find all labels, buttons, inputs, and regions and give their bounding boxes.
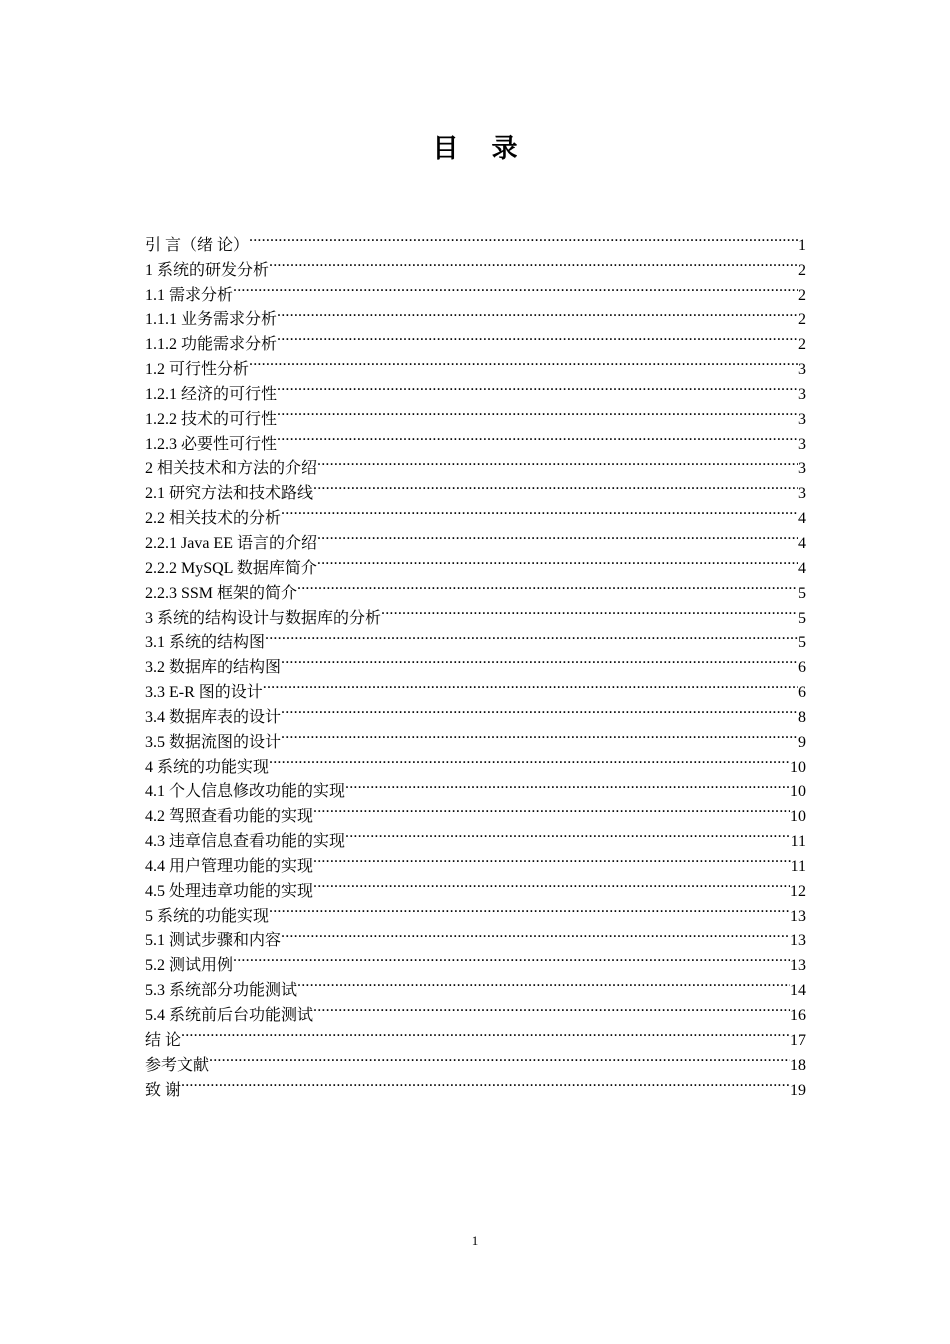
toc-dot-leader	[281, 921, 790, 946]
toc-dot-leader	[181, 1070, 790, 1095]
toc-dot-leader	[209, 1045, 790, 1070]
toc-entry-label: 5.2 测试用例	[145, 957, 234, 975]
toc-dot-leader	[317, 523, 798, 548]
toc-entry[interactable]	[145, 1070, 806, 1099]
toc-entry-label: 4.5 处理违章功能的实现	[145, 882, 314, 900]
toc-entry-page-number: 16	[790, 1007, 806, 1024]
toc-entry-label: 1.2.2 技术的可行性	[145, 410, 278, 428]
toc-entry-label: 4 系统的功能实现	[145, 758, 270, 776]
toc-dot-leader	[313, 871, 790, 896]
toc-entry-page-number: 14	[790, 982, 806, 1000]
toc-entry-label: 结 论	[145, 1031, 182, 1049]
toc-entry-page-number: 11	[790, 833, 806, 851]
toc-entry-label: 5.1 测试步骤和内容	[145, 932, 282, 950]
toc-entry-label: 1.1.1 业务需求分析	[145, 311, 278, 329]
toc-entry-page-number: 11	[790, 857, 806, 875]
toc-entry-label: 2 相关技术和方法的介绍	[145, 460, 318, 478]
toc-entry-label: 4.4 用户管理功能的实现	[145, 857, 314, 875]
toc-entry-label: 3 系统的结构设计与数据库的分析	[145, 609, 382, 627]
toc-entry-label: 引 言（绪 论）	[145, 236, 250, 254]
toc-entry-label: 1.2.1 经济的可行性	[145, 385, 278, 403]
toc-dot-leader	[281, 647, 798, 672]
toc-dot-leader	[277, 374, 798, 399]
toc-entry-page-number: 10	[790, 808, 806, 826]
toc-entry-page-number: 5	[798, 584, 806, 602]
toc-dot-leader	[345, 821, 791, 846]
toc-dot-leader	[181, 1020, 790, 1045]
toc-entry-label: 2.2.2 MySQL 数据库简介	[145, 559, 317, 577]
toc-entry-label: 3.2 数据库的结构图	[145, 659, 282, 677]
toc-entry-label: 3.5 数据流图的设计	[145, 733, 282, 751]
toc-dot-leader	[277, 324, 798, 349]
toc-entry-label: 1.2 可行性分析	[145, 361, 250, 379]
toc-dot-leader	[269, 250, 798, 275]
toc-dot-leader	[249, 225, 798, 250]
toc-dot-leader	[263, 672, 798, 697]
toc-entry[interactable]	[145, 945, 806, 975]
toc-dot-leader	[281, 697, 798, 722]
toc-entry-label: 2.2.3 SSM 框架的简介	[145, 584, 298, 602]
toc-entry-page-number: 3	[798, 485, 806, 503]
toc-dot-leader	[317, 548, 798, 573]
toc-dot-leader	[313, 473, 798, 498]
toc-entry-page-number: 3	[798, 435, 806, 453]
toc-entry-page-number: 10	[790, 783, 806, 801]
toc-dot-leader	[317, 449, 798, 474]
toc-dot-leader	[297, 970, 790, 995]
toc-entry-label: 1 系统的研发分析	[145, 261, 270, 279]
toc-entry-page-number: 3	[798, 361, 806, 379]
toc-dot-leader	[345, 772, 790, 797]
toc-entry-page-number: 5	[798, 634, 806, 652]
toc-dot-leader	[277, 300, 798, 325]
toc-entry[interactable]	[145, 225, 806, 254]
toc-entry-page-number: 1	[798, 236, 806, 254]
toc-entry-label: 3.1 系统的结构图	[145, 634, 266, 652]
toc-entry-label: 5.4 系统前后台功能测试	[145, 1007, 314, 1024]
toc-entry[interactable]	[145, 300, 806, 329]
toc-dot-leader	[277, 424, 798, 449]
document-title: 目 录	[432, 134, 530, 164]
toc-entry-label: 5.3 系统部分功能测试	[145, 982, 298, 1000]
toc-dot-leader	[269, 747, 790, 772]
page-number: 1	[471, 1233, 479, 1248]
toc-entry-page-number: 19	[790, 1081, 806, 1099]
toc-dot-leader	[297, 573, 798, 598]
toc-dot-leader	[313, 995, 790, 1020]
toc-dot-leader	[381, 598, 798, 623]
toc-dot-leader	[265, 623, 798, 648]
toc-dot-leader	[233, 945, 790, 970]
toc-entry-page-number: 6	[798, 659, 806, 677]
toc-entry-label: 1.2.3 必要性可行性	[145, 435, 278, 453]
toc-entry-label: 3.4 数据库表的设计	[145, 708, 282, 726]
toc-dot-leader	[313, 846, 791, 871]
toc-entry-page-number: 2	[798, 311, 806, 329]
toc-dot-leader	[277, 399, 798, 424]
toc-entry-page-number: 4	[798, 510, 806, 528]
toc-entry-page-number: 5	[798, 609, 806, 627]
toc-entry-page-number: 9	[798, 733, 806, 751]
toc-dot-leader	[233, 275, 798, 300]
toc-entry-label: 4.1 个人信息修改功能的实现	[145, 783, 346, 801]
toc-entry-page-number: 13	[790, 932, 806, 950]
toc-entry-label: 4.2 驾照查看功能的实现	[145, 808, 314, 826]
toc-entry-label: 参考文献	[145, 1056, 210, 1074]
toc-entry-page-number: 2	[798, 336, 806, 354]
toc-entry[interactable]	[145, 275, 806, 304]
toc-dot-leader	[281, 498, 798, 523]
toc-entry-page-number: 2	[798, 286, 806, 304]
toc-dot-leader	[313, 796, 790, 821]
toc-entry-label: 3.3 E-R 图的设计	[145, 684, 263, 702]
toc-entry-label: 2.1 研究方法和技术路线	[145, 485, 314, 503]
toc-entry-label: 5 系统的功能实现	[145, 907, 270, 925]
toc-entry-page-number: 13	[790, 907, 806, 925]
toc-entry-page-number: 18	[790, 1056, 806, 1074]
toc-entry-page-number: 3	[798, 460, 806, 478]
toc-entry-page-number: 3	[798, 385, 806, 403]
toc-entry-page-number: 13	[790, 957, 806, 975]
toc-dot-leader	[249, 349, 798, 374]
toc-entry-label: 2.2.1 Java EE 语言的介绍	[145, 534, 317, 552]
toc-entry-page-number: 6	[798, 684, 806, 702]
toc-entry-page-number: 17	[790, 1031, 806, 1049]
toc-entry-page-number: 8	[798, 708, 806, 726]
toc-entry-label: 致 谢	[145, 1081, 182, 1099]
toc-entry-page-number: 4	[798, 534, 806, 552]
toc-dot-leader	[281, 722, 798, 747]
toc-entry[interactable]	[145, 1045, 806, 1074]
toc-entry-label: 1.1.2 功能需求分析	[145, 336, 278, 354]
toc-entry-page-number: 4	[798, 559, 806, 577]
toc-entry-page-number: 10	[790, 758, 806, 776]
toc-entry[interactable]	[145, 970, 806, 1000]
toc-entry-page-number: 2	[798, 261, 806, 279]
toc-entry-label: 1.1 需求分析	[145, 286, 234, 304]
toc-entry-page-number: 3	[798, 410, 806, 428]
table-of-contents	[145, 225, 806, 1099]
toc-entry-label: 4.3 违章信息查看功能的实现	[145, 833, 346, 851]
toc-entry-label: 2.2 相关技术的分析	[145, 510, 282, 528]
toc-entry-page-number: 12	[790, 882, 806, 900]
toc-dot-leader	[269, 896, 790, 921]
toc-entry[interactable]	[145, 1020, 806, 1049]
